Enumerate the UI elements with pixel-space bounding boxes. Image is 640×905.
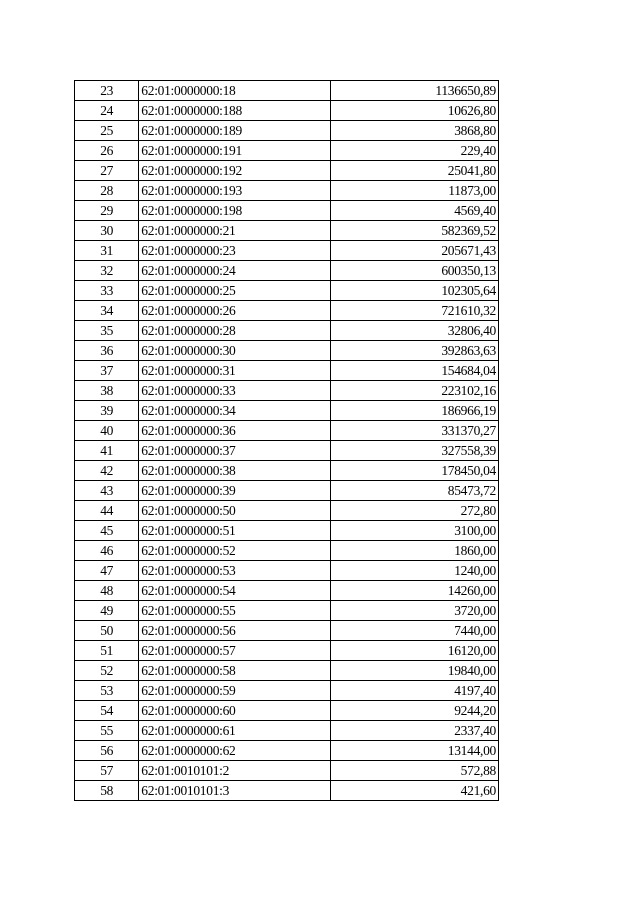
cadastral-number-cell: 62:01:0000000:191 bbox=[139, 141, 331, 161]
cadastral-value-cell: 1860,00 bbox=[331, 541, 499, 561]
row-number-cell: 42 bbox=[75, 461, 139, 481]
row-number-cell: 33 bbox=[75, 281, 139, 301]
row-number-cell: 34 bbox=[75, 301, 139, 321]
cadastral-value-cell: 1240,00 bbox=[331, 561, 499, 581]
row-number-cell: 56 bbox=[75, 741, 139, 761]
cadastral-value-cell: 327558,39 bbox=[331, 441, 499, 461]
cadastral-value-cell: 582369,52 bbox=[331, 221, 499, 241]
cadastral-number-cell: 62:01:0000000:61 bbox=[139, 721, 331, 741]
row-number-cell: 25 bbox=[75, 121, 139, 141]
cadastral-value-cell: 7440,00 bbox=[331, 621, 499, 641]
row-number-cell: 38 bbox=[75, 381, 139, 401]
row-number-cell: 29 bbox=[75, 201, 139, 221]
row-number-cell: 26 bbox=[75, 141, 139, 161]
cadastral-number-cell: 62:01:0000000:38 bbox=[139, 461, 331, 481]
table-row bbox=[75, 421, 499, 441]
cadastral-number-cell: 62:01:0000000:51 bbox=[139, 521, 331, 541]
cadastral-value-cell: 600350,13 bbox=[331, 261, 499, 281]
row-number-cell: 40 bbox=[75, 421, 139, 441]
cadastral-number-cell: 62:01:0000000:30 bbox=[139, 341, 331, 361]
cadastral-number-cell: 62:01:0000000:62 bbox=[139, 741, 331, 761]
row-number-cell: 46 bbox=[75, 541, 139, 561]
table-row bbox=[75, 301, 499, 321]
cadastral-value-cell: 4569,40 bbox=[331, 201, 499, 221]
table-row bbox=[75, 361, 499, 381]
cadastral-number-cell: 62:01:0000000:26 bbox=[139, 301, 331, 321]
table-row bbox=[75, 441, 499, 461]
cadastral-number-cell: 62:01:0000000:18 bbox=[139, 81, 331, 101]
cadastral-number-cell: 62:01:0000000:34 bbox=[139, 401, 331, 421]
table-row bbox=[75, 601, 499, 621]
cadastral-value-cell: 10626,80 bbox=[331, 101, 499, 121]
row-number-cell: 58 bbox=[75, 781, 139, 801]
cadastral-values-table bbox=[74, 80, 499, 801]
cadastral-value-cell: 421,60 bbox=[331, 781, 499, 801]
cadastral-value-cell: 3720,00 bbox=[331, 601, 499, 621]
cadastral-number-cell: 62:01:0000000:21 bbox=[139, 221, 331, 241]
table-row bbox=[75, 261, 499, 281]
cadastral-value-cell: 11873,00 bbox=[331, 181, 499, 201]
cadastral-value-cell: 3100,00 bbox=[331, 521, 499, 541]
cadastral-value-cell: 102305,64 bbox=[331, 281, 499, 301]
table-row bbox=[75, 721, 499, 741]
row-number-cell: 37 bbox=[75, 361, 139, 381]
row-number-cell: 35 bbox=[75, 321, 139, 341]
cadastral-value-cell: 186966,19 bbox=[331, 401, 499, 421]
table-row bbox=[75, 681, 499, 701]
table-row bbox=[75, 561, 499, 581]
table-row bbox=[75, 121, 499, 141]
cadastral-number-cell: 62:01:0000000:56 bbox=[139, 621, 331, 641]
cadastral-number-cell: 62:01:0000000:52 bbox=[139, 541, 331, 561]
table-row bbox=[75, 741, 499, 761]
table-row bbox=[75, 701, 499, 721]
row-number-cell: 30 bbox=[75, 221, 139, 241]
cadastral-value-cell: 2337,40 bbox=[331, 721, 499, 741]
cadastral-number-cell: 62:01:0010101:3 bbox=[139, 781, 331, 801]
cadastral-number-cell: 62:01:0000000:193 bbox=[139, 181, 331, 201]
table-row bbox=[75, 281, 499, 301]
cadastral-number-cell: 62:01:0000000:28 bbox=[139, 321, 331, 341]
cadastral-number-cell: 62:01:0000000:24 bbox=[139, 261, 331, 281]
table-row bbox=[75, 221, 499, 241]
cadastral-value-cell: 9244,20 bbox=[331, 701, 499, 721]
row-number-cell: 24 bbox=[75, 101, 139, 121]
cadastral-number-cell: 62:01:0000000:192 bbox=[139, 161, 331, 181]
table-row bbox=[75, 141, 499, 161]
table-row bbox=[75, 781, 499, 801]
table-row bbox=[75, 581, 499, 601]
row-number-cell: 53 bbox=[75, 681, 139, 701]
table-row bbox=[75, 341, 499, 361]
cadastral-number-cell: 62:01:0010101:2 bbox=[139, 761, 331, 781]
cadastral-value-cell: 721610,32 bbox=[331, 301, 499, 321]
cadastral-number-cell: 62:01:0000000:23 bbox=[139, 241, 331, 261]
cadastral-number-cell: 62:01:0000000:37 bbox=[139, 441, 331, 461]
cadastral-number-cell: 62:01:0000000:33 bbox=[139, 381, 331, 401]
row-number-cell: 50 bbox=[75, 621, 139, 641]
cadastral-value-cell: 3868,80 bbox=[331, 121, 499, 141]
cadastral-number-cell: 62:01:0000000:57 bbox=[139, 641, 331, 661]
row-number-cell: 52 bbox=[75, 661, 139, 681]
cadastral-value-cell: 4197,40 bbox=[331, 681, 499, 701]
table-row bbox=[75, 161, 499, 181]
cadastral-value-cell: 85473,72 bbox=[331, 481, 499, 501]
row-number-cell: 49 bbox=[75, 601, 139, 621]
row-number-cell: 47 bbox=[75, 561, 139, 581]
row-number-cell: 41 bbox=[75, 441, 139, 461]
cadastral-value-cell: 572,88 bbox=[331, 761, 499, 781]
cadastral-value-cell: 229,40 bbox=[331, 141, 499, 161]
cadastral-value-cell: 13144,00 bbox=[331, 741, 499, 761]
row-number-cell: 57 bbox=[75, 761, 139, 781]
cadastral-value-cell: 223102,16 bbox=[331, 381, 499, 401]
cadastral-number-cell: 62:01:0000000:25 bbox=[139, 281, 331, 301]
cadastral-value-cell: 16120,00 bbox=[331, 641, 499, 661]
table-row bbox=[75, 641, 499, 661]
row-number-cell: 43 bbox=[75, 481, 139, 501]
table-row bbox=[75, 661, 499, 681]
cadastral-number-cell: 62:01:0000000:39 bbox=[139, 481, 331, 501]
row-number-cell: 36 bbox=[75, 341, 139, 361]
table-row bbox=[75, 381, 499, 401]
row-number-cell: 55 bbox=[75, 721, 139, 741]
cadastral-value-cell: 32806,40 bbox=[331, 321, 499, 341]
cadastral-number-cell: 62:01:0000000:59 bbox=[139, 681, 331, 701]
cadastral-number-cell: 62:01:0000000:60 bbox=[139, 701, 331, 721]
cadastral-number-cell: 62:01:0000000:31 bbox=[139, 361, 331, 381]
row-number-cell: 44 bbox=[75, 501, 139, 521]
table-row bbox=[75, 461, 499, 481]
cadastral-value-cell: 392863,63 bbox=[331, 341, 499, 361]
cadastral-value-cell: 178450,04 bbox=[331, 461, 499, 481]
row-number-cell: 48 bbox=[75, 581, 139, 601]
cadastral-number-cell: 62:01:0000000:50 bbox=[139, 501, 331, 521]
table-row bbox=[75, 761, 499, 781]
row-number-cell: 23 bbox=[75, 81, 139, 101]
table-row bbox=[75, 81, 499, 101]
table-row bbox=[75, 621, 499, 641]
cadastral-value-cell: 19840,00 bbox=[331, 661, 499, 681]
table-row bbox=[75, 501, 499, 521]
table-row bbox=[75, 101, 499, 121]
row-number-cell: 54 bbox=[75, 701, 139, 721]
table-body bbox=[75, 81, 499, 801]
cadastral-number-cell: 62:01:0000000:198 bbox=[139, 201, 331, 221]
row-number-cell: 45 bbox=[75, 521, 139, 541]
cadastral-value-cell: 154684,04 bbox=[331, 361, 499, 381]
row-number-cell: 27 bbox=[75, 161, 139, 181]
cadastral-value-cell: 1136650,89 bbox=[331, 81, 499, 101]
table-row bbox=[75, 481, 499, 501]
cadastral-number-cell: 62:01:0000000:189 bbox=[139, 121, 331, 141]
row-number-cell: 39 bbox=[75, 401, 139, 421]
table-row bbox=[75, 401, 499, 421]
table-row bbox=[75, 321, 499, 341]
row-number-cell: 32 bbox=[75, 261, 139, 281]
cadastral-value-cell: 25041,80 bbox=[331, 161, 499, 181]
cadastral-number-cell: 62:01:0000000:53 bbox=[139, 561, 331, 581]
cadastral-value-cell: 272,80 bbox=[331, 501, 499, 521]
cadastral-number-cell: 62:01:0000000:55 bbox=[139, 601, 331, 621]
cadastral-value-cell: 14260,00 bbox=[331, 581, 499, 601]
table-row bbox=[75, 541, 499, 561]
table-row bbox=[75, 181, 499, 201]
cadastral-number-cell: 62:01:0000000:36 bbox=[139, 421, 331, 441]
cadastral-number-cell: 62:01:0000000:58 bbox=[139, 661, 331, 681]
row-number-cell: 51 bbox=[75, 641, 139, 661]
table-row bbox=[75, 201, 499, 221]
cadastral-number-cell: 62:01:0000000:54 bbox=[139, 581, 331, 601]
row-number-cell: 31 bbox=[75, 241, 139, 261]
table-row bbox=[75, 521, 499, 541]
cadastral-value-cell: 331370,27 bbox=[331, 421, 499, 441]
cadastral-value-cell: 205671,43 bbox=[331, 241, 499, 261]
table-row bbox=[75, 241, 499, 261]
row-number-cell: 28 bbox=[75, 181, 139, 201]
cadastral-number-cell: 62:01:0000000:188 bbox=[139, 101, 331, 121]
